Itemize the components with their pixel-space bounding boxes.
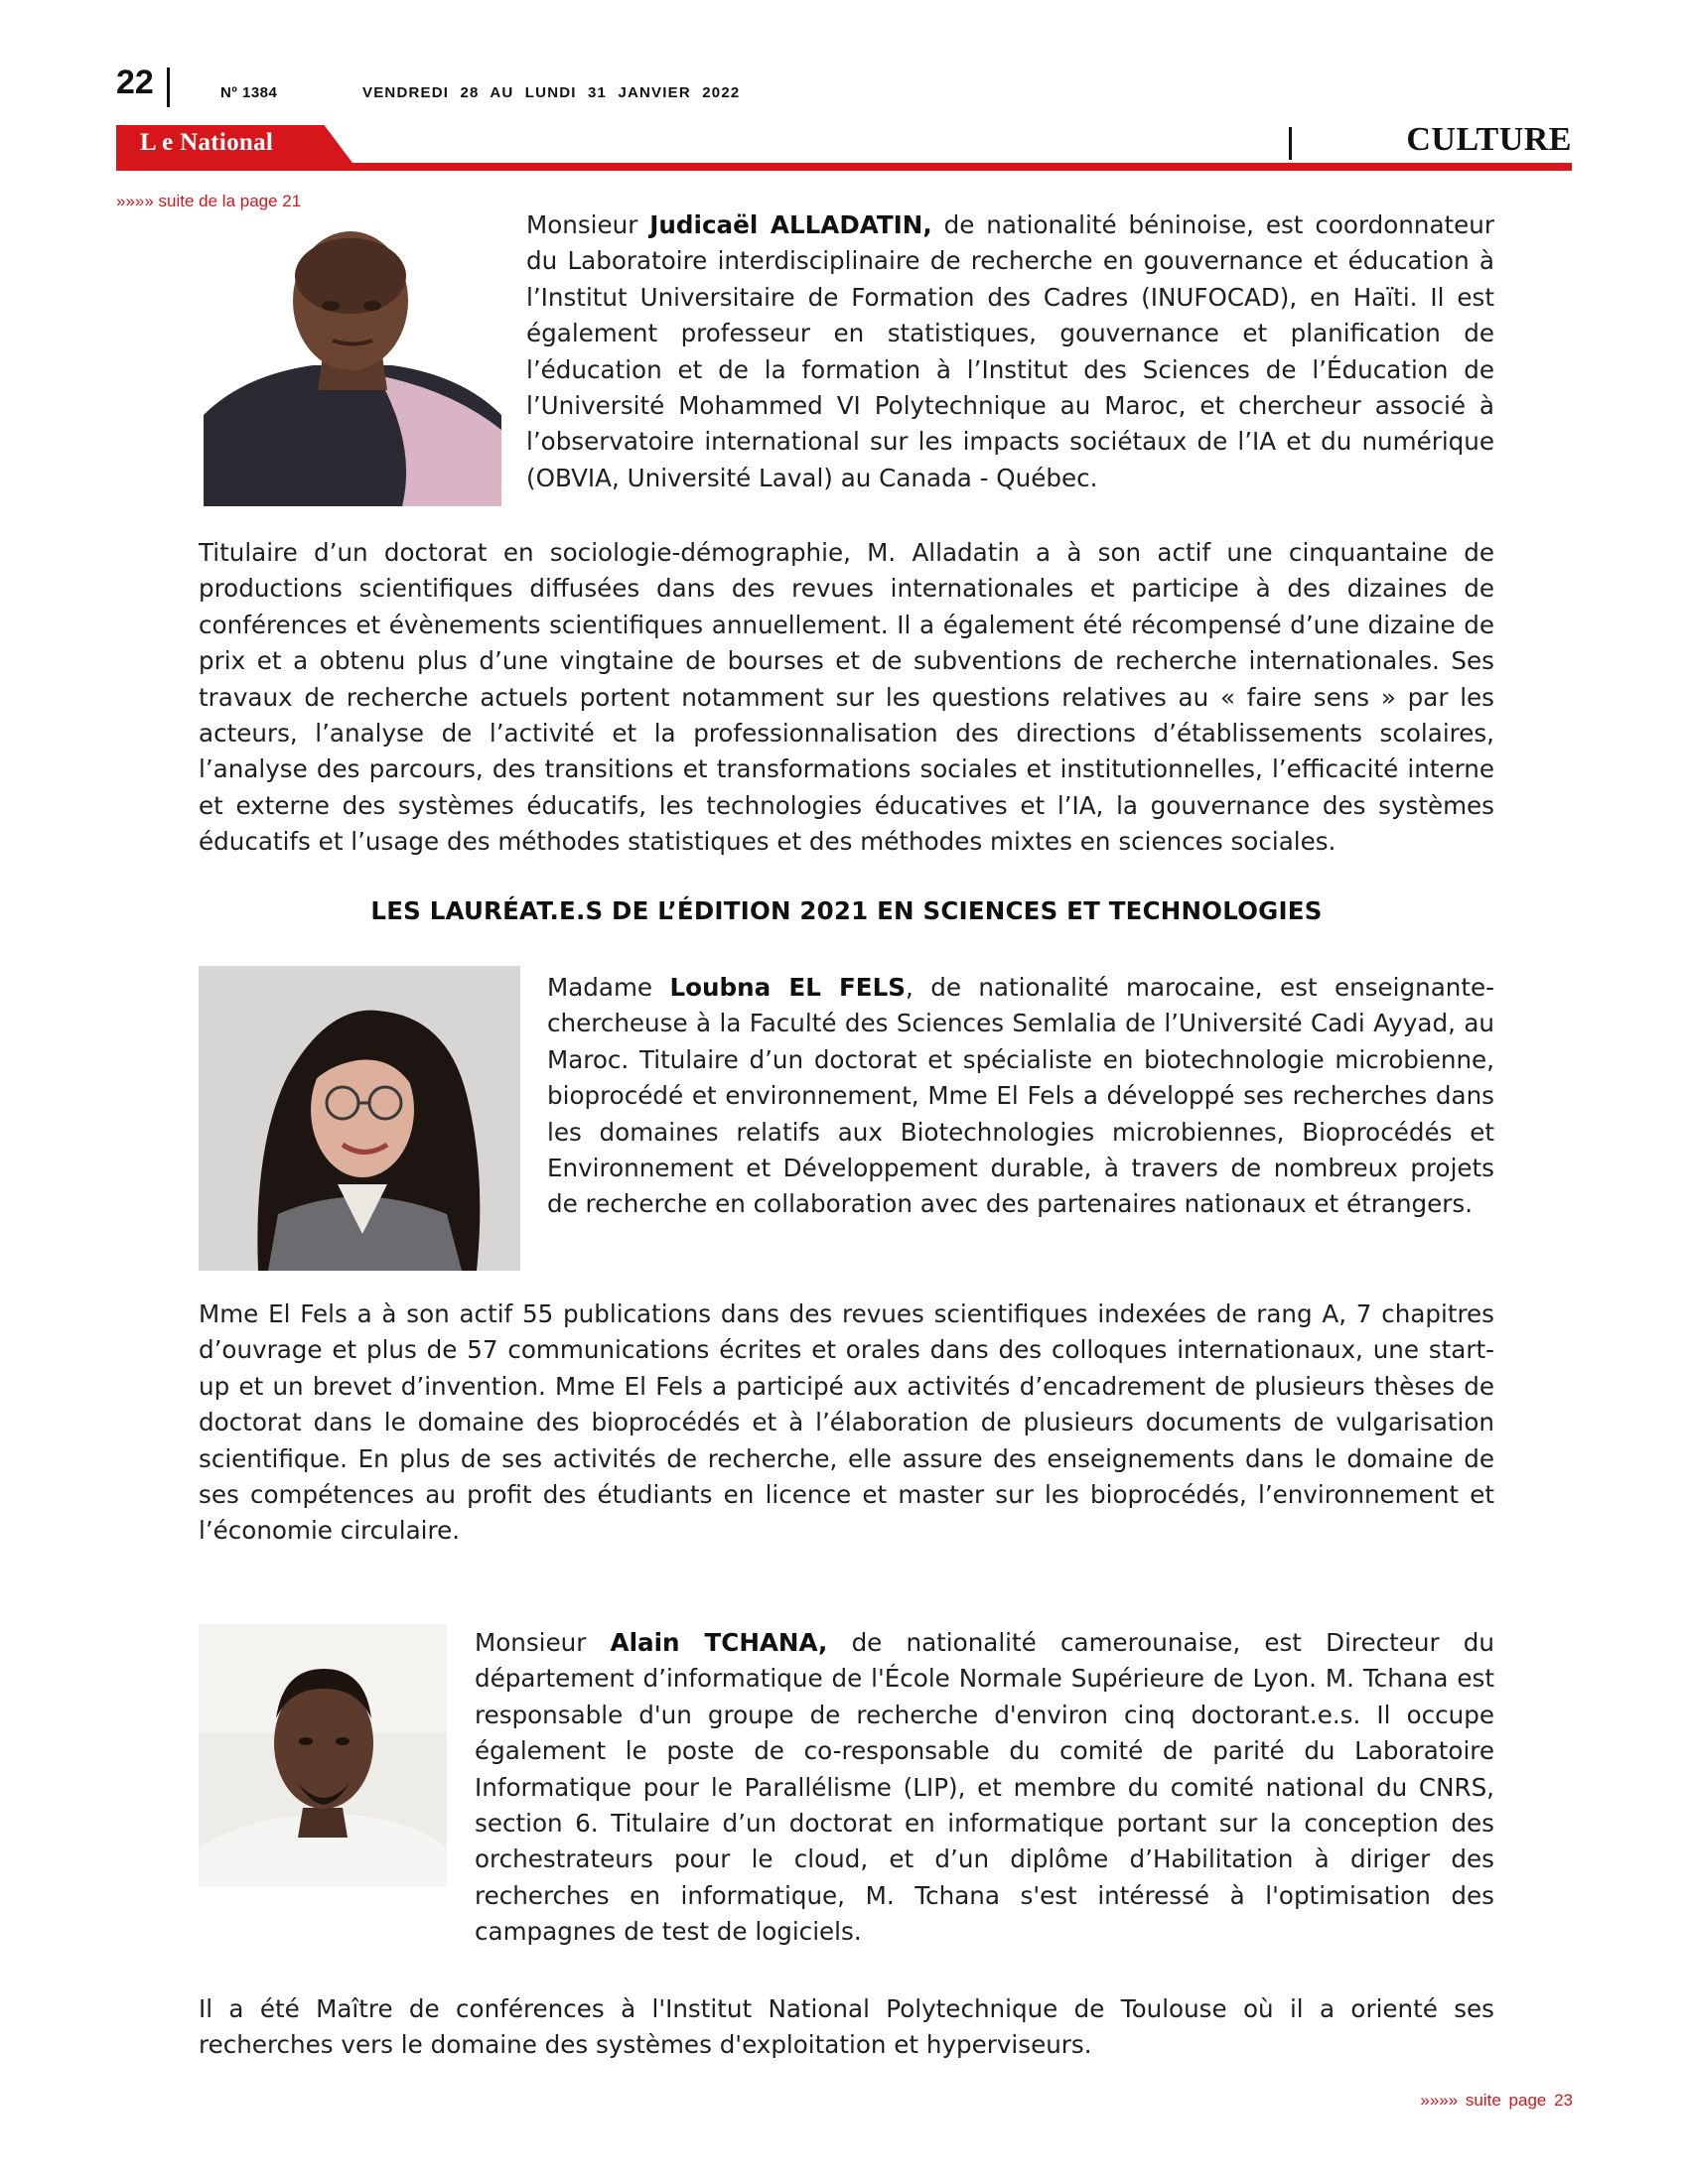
portrait-alladatin — [204, 216, 501, 506]
page-number: 22 — [116, 64, 154, 101]
laureate-name-tchana: Alain TCHANA, — [610, 1628, 828, 1657]
portrait-man-dark-jacket-image — [204, 216, 501, 506]
continued-from-link[interactable]: »»»» suite de la page 21 — [116, 192, 302, 210]
header-rule — [116, 163, 1572, 171]
bio-prefix: Monsieur — [526, 210, 650, 239]
issue-date: VENDREDI 28 AU LUNDI 31 JANVIER 2022 — [362, 84, 741, 101]
bio-details-alladatin: Titulaire d’un doctorat en sociologie-démographie, M. Alladatin a à son actif une cinquantaine de productions scientifiques diffusées dans des revues internationales et participe à des dizaines de conférences et évènements scientifiques annuellement. Il a également été récompensé d’une dizaine de prix et a obtenu plus d’une vingtaine de bourses et de subventions de recherche internationales. Ses travaux de recherche actuels portent notamment sur les questions relatives au « faire sens » par les acteurs, l’analyse de l’activité et la professionnalisation des directions d’établissements scolaires, l’analyse des parcours, des transitions et transformations sociales et institutionnelles, l’efficacité interne et externe des systèmes éducatifs, les technologies éducatives et l’IA, la gouvernance des systèmes éducatifs et l’usage des méthodes statistiques et des méthodes mixtes en sciences sociales. — [199, 538, 1494, 857]
laureate-name-alladatin: Judicaël ALLADATIN, — [649, 210, 932, 239]
section-heading: LES LAURÉAT.E.S DE L’ÉDITION 2021 EN SCIENCES ET TECHNOLOGIES — [370, 896, 1323, 925]
bio-intro-alladatin — [526, 207, 1494, 496]
bio-details-elfels: Mme El Fels a à son actif 55 publications dans des revues scientifiques indexées de rang A, 7 chapitres d’ouvrage et plus de 57 communications écrites et orales dans des colloques internationaux, une start-up et un brevet d’invention. Mme El Fels a participé aux activités d’encadrement de plusieurs thèses de doctorat dans le domaine des bioprocédés et à l’élaboration de plusieurs documents de vulgarisation scientifique. En plus de ses activités de recherche, elle assure des enseignements dans le domaine de ses compétences au profit des étudiants en licence et master sur les bioprocédés, l’environnement et l’économie circulaire. — [199, 1299, 1494, 1546]
issue-number: Nº 1384 — [220, 84, 278, 101]
bio-prefix: Monsieur — [475, 1628, 611, 1657]
bio-text: de nationalité camerounaise, est Directeur du département d’informatique de l'École Normale Supérieure de Lyon. M. Tchana est responsable d'un groupe de recherche d'environ cinq doctorant.e.s. Il occupe également le poste de co-responsable du comité de parité du Laboratoire Informatique pour le Parallélisme (LIP), et membre du comité national du CNRS, section 6. Titulaire d’un doctorat en informatique portant sur la conception des orchestrateurs pour le cloud, et d’un diplôme d’Habilitation à diriger des recherches en informatique, M. Tchana s'est intéressé à l'optimisation des campagnes de test de logiciels. — [475, 1628, 1494, 1947]
section-divider — [1289, 127, 1292, 160]
portrait-woman-glasses-image — [199, 966, 520, 1271]
bio-text: , de nationalité marocaine, est enseignante-chercheuse à la Faculté des Sciences Semlalia de l’Université Cadi Ayyad, au Maroc. Titulaire d’un doctorat et spécialiste en biotechnologie microbienne, bioprocédé et environnement, Mme El Fels a développé ses recherches dans les domaines relatifs aux Biotechnologies microbiennes, Bioprocédés et Environnement et Développement durable, à travers de nombreux projets de recherche en collaboration avec des partenaires nationaux et étrangers. — [547, 973, 1495, 1219]
bio-intro-tchana — [475, 1625, 1494, 1951]
portrait-tchana — [199, 1624, 447, 1887]
bio-text: de nationalité béninoise, est coordonnateur du Laboratoire interdisciplinaire de recherche en gouvernance et éducation à l’Institut Universitaire de Formation des Cadres (INUFOCAD), en Haïti. Il est également professeur en statistiques, gouvernance et planification de l’éducation et de la formation à l’Institut des Sciences de l’Éducation de l’Université Mohammed VI Polytechnique au Maroc, et chercheur associé à l’observatoire international sur les impacts sociétaux de l’IA et du numérique (OBVIA, Université Laval) au Canada - Québec. — [526, 210, 1495, 492]
bio-details-tchana: Il a été Maître de conférences à l'Institut National Polytechnique de Toulouse où il a orienté ses recherches vers le domaine des systèmes d'exploitation et hyperviseurs. — [199, 1994, 1494, 2060]
continued-next-link[interactable]: »»»» suite page 23 — [1420, 2091, 1573, 2110]
bio-intro-elfels — [547, 970, 1494, 1223]
laureate-name-elfels: Loubna EL FELS — [669, 973, 906, 1002]
portrait-man-white-shirt-image — [199, 1624, 447, 1887]
section-label: CULTURE — [1406, 121, 1572, 158]
page-number-divider — [167, 68, 170, 107]
portrait-elfels — [199, 966, 520, 1271]
newspaper-logo: L e National — [140, 129, 274, 156]
bio-prefix: Madame — [547, 973, 670, 1002]
